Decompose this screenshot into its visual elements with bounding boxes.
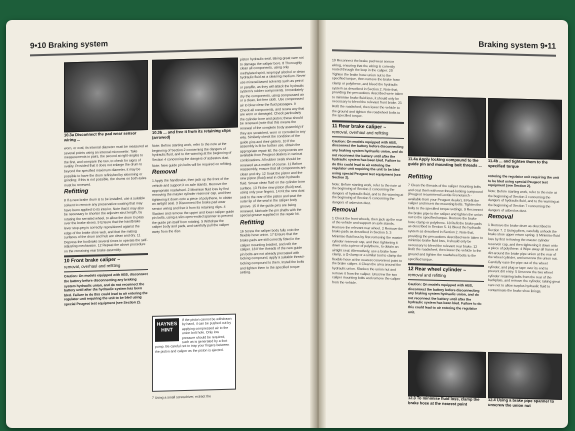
photo-brake-pipe-spanner xyxy=(488,352,562,400)
section-heading xyxy=(332,120,404,139)
section-heading xyxy=(64,254,148,273)
hint-text: If the piston cannot be withdrawn by hand, it can be pushed out by applying compressed air to the union bolt hole. Only low pressure should be required, such as is generated by a foot pump. Be careful not to trap your fingers between the piston and caliper as the piston is ejected. xyxy=(155,316,232,354)
left-page-header: 9•10 Braking system xyxy=(30,34,302,57)
caution-text: Caution: On models equipped with ABS, disconnect the battery before disconnecting any braking system hydraulic union, and do not reconnect the battery until after the hydraulic system has been bled. Failure to do this could lead to air entering the regulator unit requiring the unit to be bled using special Peugeot test equipment (see Section 2). xyxy=(64,272,148,307)
paragraph: worn, or oval, its internal diameter must be measured at several points using an internal micrometer. Take measurements in pairs, the second at right-angles to the first, and compare the two, to check for signs of ovality. Provided that it does not enlarge the drum to beyond the specified maximum diameter, it may be possible to have the drum refinished by skimming or grinding; if this is not possible, the drums on both axles must be renewed. xyxy=(64,144,148,188)
photo-caption: 11.4b ... and tighten them to the specified torque xyxy=(488,158,548,169)
photo-caption: 11.4a Apply locking compound to the guide pin and mounting bolt threads ... xyxy=(408,156,482,168)
open-book xyxy=(6,20,568,428)
photo-caption: 10.3b ... and free it from its retaining clips (arrowed) xyxy=(152,127,231,140)
photo-caption: 12.3 To minimise fluid loss, clamp the brake hose at the nearest point xyxy=(408,395,480,407)
section-subtitle: removal and refitting xyxy=(408,272,446,279)
paragraph: 1 Chock the front wheels, then jack up the rear of the vehicle and support on axle stands. Remove the relevant rear wheel. 2 Remove the brake pads as described in Section 5. 3 Minimise fluid loss by first removing the master cylinder reservoir cap, and then tightening it down onto a piece of polythene, to obtain an airtight seal. Alternatively, use a brake hose clamp, a G-clamp or a similar tool to clamp the flexible hose at the nearest convenient point to the brake caliper. 4 Clean the area around the hydraulic union. Slacken the union nut and remove it from the caliper. Unscrew the two caliper mounting bolts and remove the caliper from the vehicle. xyxy=(332,215,404,285)
section-heading xyxy=(408,263,484,282)
photo-torque-wrench xyxy=(488,98,562,160)
left-column-1 xyxy=(64,144,148,421)
paragraph: 16 Screw the caliper body fully onto the flexible hose union. 17 Ensure that the brake pads are still correctly fitted in the caliper mounting bracket, and refit the caliper. 18 If the threads of the new guide pin bolts are not already precoated with locking compound, apply a suitable thread-locking compound to them. Install the bolts and tighten them to the specified torque setting. xyxy=(240,227,305,275)
paragraph: 7 Clean the threads of the caliper mounting bolts and coat them with new thread-locking compound (Peugeot recommend Loctite Frenetanch - available from your Peugeot dealer). 8 Refit the caliper and insert the mounting bolts. Tighten the bolts to the specified torque settings. 9 Reconnect the brake pipe to the caliper and tighten the union nut to the specified torque. Remove the brake hose clamp or polythene. 10 Refit the brake pads as described in Section 5. 11 Bleed the hydraulic system as described in Section 2. Note that, providing the precautions described were taken to minimise brake fluid loss, it should only be necessary to bleed the relevant rear brake. 12 Refit the roadwheel, then lower the vehicle to the ground and tighten the roadwheel bolts to the specified torque. xyxy=(408,183,484,262)
removal-heading: Removal xyxy=(152,169,178,177)
paragraph: 7 Using a small screwdriver, extract the xyxy=(152,394,211,400)
paragraph: 1 Apply the handbrake, then jack up the front of the vehicle and support it on axle stands. Remove the appropriate roadwheel. 2 Minimise fluid loss by first removing the master cylinder reservoir cap, and then tightening it down onto a piece of polythene, to obtain an airtight seal. 3 Disconnect the brake pad wear sensor wiring and free it from its retaining clips. 4 Slacken and remove the upper and lower caliper guide pin bolts, using a slim open-ended spanner to prevent the guide pin itself from rotating. 5 Withdraw the caliper body and pads, and carefully pull the caliper away from the disc. xyxy=(152,177,234,234)
note-text: Note: Before starting work, refer to the note at the beginning of Section 2 concerning the dangers of hydraulic fluid, and to the warning at the beginning of Section 5 concerning the dangers of asbestos dust. xyxy=(332,181,404,206)
paragraph: 19 Reconnect the brake pad wear sensor wiring, ensuring that the wiring is correctly routed through the loop in the caliper. 20 Tighten the brake hose union nut to the specified torque, then remove the brake hose clamp or polythene, and bleed the hydraulic system as described in Section 2. Note that, providing the precautions described were taken to minimise brake fluid loss, it should only be necessary to bleed the relevant front brake. 21 Refit the roadwheel, then lower the vehicle to the ground and tighten the roadwheel bolts to the specified torque. xyxy=(332,58,404,119)
caution-text: Caution: On models equipped with ABS, disconnect the battery before disconnecting any braking system hydraulic union, and do not reconnect the battery until after the hydraulic system has been bled. Failure to do this could lead to air entering the regulator unit requiring the unit to be bled using special Peugeot test equipment (see Section 2). xyxy=(332,138,404,181)
left-column-2 xyxy=(152,142,234,314)
note-text: Note: New guide pin bolts will be required on refitting. xyxy=(152,161,233,168)
section-title: 12 Rear wheel cylinder – xyxy=(408,266,467,274)
haynes-hint-box xyxy=(152,314,236,392)
removal-heading: Removal xyxy=(332,206,358,214)
book-spine xyxy=(310,20,326,428)
paragraph: 8 If a new brake drum is to be installed, use a suitable solvent to remove any preservative coating that may have been applied to its interior. Note that it may also be necessary to shorten the adjuster strut length, by rotating the serrated wheel, to allow the drum to pass over the brake shoes. 9 Ensure that the handbrake lever stop-peg is correctly repositioned against the edge of the brake shoe web, and that the mating surfaces of the drum and hub are clean and dry. 11 Depress the footbrake several times to operate the self-adjusting mechanism. 12 Repeat the above procedure on the remaining rear brake assembly. xyxy=(64,196,148,254)
photo-retaining-clips xyxy=(152,58,238,130)
refitting-heading: Refitting xyxy=(64,189,89,196)
paragraph: piston hydraulic seal, taking great care not to damage the caliper bore. 8 Thoroughly clean all components, using only methylated spirit, isopropyl alcohol or clean hydraulic fluid as a cleaning medium. Never use mineral-based solvents such as petrol or paraffin, as they will attack the hydraulic system's rubber components. Immediately dry the components, using compressed air or a clean, lint-free cloth. Use compressed air to blow clear the fluid passages. 9 Check all components, and renew any that are worn or damaged. Check particularly the cylinder bore and piston; these should be renewed (note that this means the renewal of the complete body assembly) if they are scratched, worn or corroded in any way. Similarly check the condition of the guide pins and their gaiters. 10 If the assembly is fit for further use, obtain the appropriate repair kit; the components are available from Peugeot dealers in various combinations. All rubber seals should be renewed as a matter of course. 11 Before reassembly, ensure that all components are clean and dry. 12 Soak the piston and the new piston (fluid) seal in clean hydraulic fluid. Smear clean fluid on the cylinder bore surface. 13 Fit the new piston (fluid) seal, using only your fingers. 14 Fit the new dust seal to the rear of the piston and seat the outer lip of the seal in the caliper body groove. 15 If the guide pins are being renewed, lubricate the pin shafts with the special grease supplied in the repair kit. xyxy=(240,55,306,218)
left-column-3 xyxy=(240,56,306,416)
right-column-2 xyxy=(408,172,484,349)
right-page xyxy=(326,20,568,428)
refitting-heading: Refitting xyxy=(408,174,433,181)
right-column-3 xyxy=(488,174,560,352)
note-text: Note: Before starting work, refer to the note at the beginning of Section 2 concerning the dangers of hydraulic fluid, and to the warning at the beginning of Section 4 concerning the dangers of asbestos dust. xyxy=(152,141,232,162)
photo-locking-compound xyxy=(408,96,486,158)
section-subtitle: removal, overhaul and refitting xyxy=(332,128,389,136)
note-text: Note: Before starting work, refer to the note at the beginning of Section 2 concerning the dangers of hydraulic fluid, and to the warning at the beginning of Section 7 concerning the dangers of asbestos dust. xyxy=(488,189,560,213)
section-title: 10 Front brake caliper – xyxy=(64,257,121,265)
caution-text: entering the regulator unit requiring the unit to be bled using special Peugeot test equipment (see Section 2). xyxy=(488,174,560,189)
removal-heading: Removal xyxy=(488,214,514,221)
left-column-2-tail xyxy=(152,394,234,416)
left-page xyxy=(6,20,310,428)
photo-brake-hose-clamp xyxy=(408,350,486,398)
photo-pad-wear-sensor xyxy=(64,60,148,132)
paragraph: 1 Remove the brake drum as described in Section 7. 2 Using pliers, carefully unhook the brake shoe upper return spring. 3 Minimise fluid loss by first removing the master cylinder reservoir cap, and then tightening it down onto a piece of polythene. 4 Wipe away all traces of dirt around the brake pipe union at the rear of the wheel cylinder, and unscrew the union nut. Carefully ease the pipe out of the wheel cylinder, and plug or tape over its end to prevent dirt entry. 5 Unscrew the two wheel cylinder retaining bolts from the rear of the backplate, and remove the cylinder, taking great care not to allow surplus hydraulic fluid to contaminate the brake shoe linings. xyxy=(488,223,560,293)
haynes-hint-badge: HAYNES HINT xyxy=(155,318,179,342)
photo-caption: 12.4 Using a brake pipe spanner to unscrew the union nut xyxy=(488,397,555,409)
section-title: 11 Rear brake caliper – xyxy=(332,122,387,131)
section-subtitle: removal, overhaul and refitting xyxy=(64,263,121,270)
photo-caption: 10.3a Disconnect the pad wear sensor wiring ... xyxy=(64,130,137,143)
right-column-1 xyxy=(332,58,404,420)
refitting-heading: Refitting xyxy=(240,219,265,227)
caution-text: Caution: On models equipped with ABS, disconnect the battery before disconnecting any braking system hydraulic union, and do not reconnect the battery until after the hydraulic system has been bled. Failure to do this could lead to air entering the regulator unit. xyxy=(408,282,482,314)
right-page-header: Braking system 9•11 xyxy=(332,36,556,56)
